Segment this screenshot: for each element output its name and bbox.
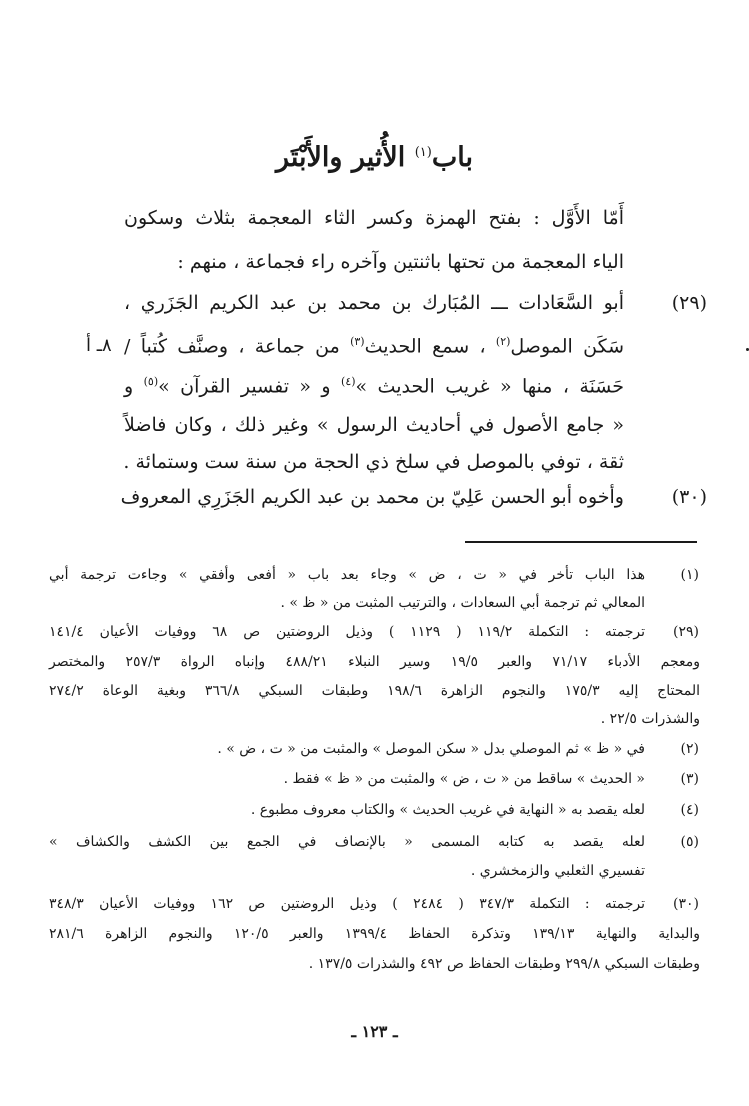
entry-29-text: حَسَنَة ، منها « غريب الحديث » [355, 375, 625, 398]
footnote-1-line-2: المعالي ثم ترجمة أبي السعادات ، والترتيب المثبت من « ظ » . [280, 595, 645, 611]
footnote-2-number: (٢) [680, 741, 699, 757]
footnote-4-number: (٤) [680, 802, 699, 818]
footnote-29-line-2: ومعجم الأدباء ٧١/١٧ والعبر ١٩/٥ وسير النبلاء ٤٨٨/٢١ وإنباه الرواة ٢٥٧/٣ والمختصر [49, 654, 700, 670]
entry-29-text: من جماعة ، وصنَّف كُتباً / [124, 335, 340, 358]
footnote-ref-2: (٢) [495, 335, 511, 348]
footnote-ref-5: (٥) [143, 375, 159, 388]
entry-29-line-4: « جامع الأصول في أحاديث الرسول » وغير ذلك ، وكان فاضلاً [124, 414, 624, 436]
footnote-29-line-3: المحتاج إليه ١٧٥/٣ والنجوم الزاهرة ١٩٨/٦ وطبقات السبكي ٣٦٦/٨ وبغية الوعاة ٢٧٤/٢ [49, 683, 701, 699]
chapter-title-words: الأُثير والأَبْتَر [275, 142, 406, 173]
entry-30-number: (٣٠) [671, 486, 707, 508]
footnote-1-line-1: هذا الباب تأخر في « ت ، ض » وجاء بعد باب « أفعى وأفقي » وجاءت ترجمة أبي [49, 567, 645, 583]
chapter-title-word: باب [431, 142, 474, 173]
entry-29-text: ، سمع الحديث [364, 335, 486, 358]
footnote-3-line-1: « الحديث » ساقط من « ت ، ض » والمثبت من « ظ » فقط . [283, 771, 645, 787]
chapter-title [0, 142, 749, 173]
entry-29-text: سَكَن الموصل [510, 335, 624, 358]
footnote-5-line-1: لعله يقصد به كتابه المسمى « بالإنصاف في الجمع بين الكشف والكشاف » [49, 834, 645, 850]
entry-30-line-1: وأخوه أبو الحسن عَلِيّ بن محمد بن عبد الكريم الجَزَرِي المعروف [120, 486, 624, 508]
entry-29-number: (٢٩) [671, 292, 707, 314]
page-number: ـ ١٢٣ ـ [351, 1022, 398, 1041]
footnote-5-number: (٥) [680, 834, 699, 850]
footnote-ref-3: (٣) [350, 335, 365, 348]
entry-29-line-5: ثقة ، توفي بالموصل في سلخ ذي الحجة من سنة ست وستمائة . [123, 451, 624, 473]
entry-29-line-2 [124, 335, 624, 357]
footnote-3-number: (٣) [680, 771, 699, 787]
footnote-5-line-2: تفسيري الثعلبي والزمخشري . [470, 863, 645, 879]
entry-29-line-1: أبو السَّعَادات ـــ المُبَارك بن محمد بن عبد الكريم الجَزَري ، [124, 292, 624, 314]
footnote-1-number: (١) [680, 567, 699, 583]
intro-line-2: الياء المعجمة من تحتها باثنتين وآخره راء فجماعة ، منهم : [177, 251, 624, 273]
footnote-29-line-4: والشذرات ٢٢/٥ . [600, 711, 700, 727]
entry-29-text: و « تفسير القرآن » [158, 375, 331, 398]
entry-29-text: و [124, 375, 134, 398]
footnote-4-line-1: لعله يقصد به « النهاية في غريب الحديث » والكتاب معروف مطبوع . [250, 802, 645, 818]
footnote-29-number: (٢٩) [673, 624, 699, 640]
chapter-title-note-ref: (١) [414, 145, 432, 160]
footnote-30-number: (٣٠) [673, 896, 699, 912]
footnote-2-line-1: في « ظ » ثم الموصلي بدل « سكن الموصل » والمثبت من « ت ، ض » . [217, 741, 645, 757]
footnote-30-line-3: وطبقات السبكي ٢٩٩/٨ وطبقات الحفاظ ص ٤٩٢ والشذرات ١٣٧/٥ . [308, 956, 700, 972]
footnote-30-line-2: والبداية والنهاية ١٣٩/١٣ وتذكرة الحفاظ ١٣٩٩/٤ والعبر ١٢٠/٥ والنجوم الزاهرة ٢٨١/٦ [49, 926, 700, 942]
footnote-ref-4: (٤) [341, 375, 356, 388]
footnote-29-line-1: ترجمته : التكملة ١١٩/٢ ( ١١٢٩ ) وذيل الروضتين ص ٦٨ ووفيات الأعيان ١٤١/٤ [49, 624, 646, 640]
footnote-30-line-1: ترجمته : التكملة ٣٤٧/٣ ( ٢٤٨٤ ) وذيل الروضتين ص ١٦٢ ووفيات الأعيان ٣٤٨/٣ [49, 896, 646, 912]
intro-line-1: أَمّا الأَوَّل : بفتح الهمزة وكسر الثاء المعجمة بثلاث وسكون [124, 207, 624, 229]
entry-29-line-3 [124, 375, 624, 397]
footnote-separator [465, 541, 697, 543]
manuscript-folio-ref: ٨ـ أ [86, 335, 112, 356]
